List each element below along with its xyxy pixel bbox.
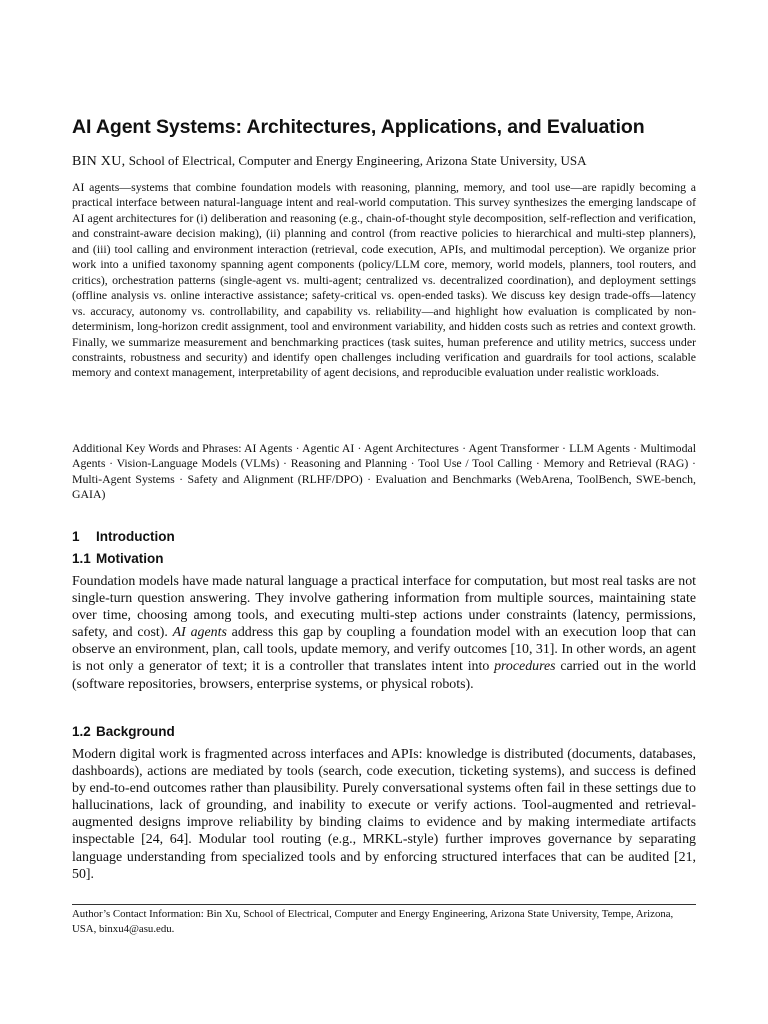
abstract: AI agents—systems that combine foundation models with reasoning, planning, memory, and tool use—are rapidly becoming a practical interface between natural-language intent and real-world computation. This survey synthesizes the emerging landscape of AI agent architectures for (i) deliberation and reasoning (e.g., chain-of-thought style decomposition, self-reflection and verification, and constraint-aware decision making), (ii) planning and control (from reactive policies to hierarchical and multi-step planners), and (iii) tool calling and environment interaction (retrieval, code execution, APIs, and multimodal perception). We organize prior work into a unified taxonomy spanning agent components (policy/LLM core, memory, world models, planners, tool routers, and critics), orchestration patterns (single-agent vs. multi-agent; centralized vs. decentralized coordination), and deployment settings (offline analysis vs. online interactive assistance; safety-critical vs. open-ended tasks). We discuss key design trade-offs—latency vs. accuracy, autonomy vs. controllability, and capability vs. reliability—and highlight how evaluation is complicated by non-determinism, long-horizon credit assignment, tool and environment variability, and hidden costs such as retries and context growth. Finally, we summarize measurement and benchmarking practices (task suites, human preference and utility metrics, success under constraints, robustness and security) and identify open challenges including verification and guardrails for tool actions, scalable memory and context management, interpretability of agent decisions, and reproducible evaluation under realistic workloads. [72, 180, 696, 380]
subsection-title: Motivation [96, 551, 164, 566]
footnote-divider [72, 904, 696, 905]
author-affiliation: School of Electrical, Computer and Energy Engineering, Arizona State University, USA [128, 153, 587, 168]
background-paragraph: Modern digital work is fragmented across interfaces and APIs: knowledge is distributed (documents, databases, dashboards), actions are mediated by tools (search, code execution, ticketing systems), and success is defined by end-to-end outcomes rather than plausibility. Purely conversational systems often fail in these settings due to hallucinations, lack of grounding, and inability to execute or verify actions. Tool-augmented and retrieval-augmented designs improve reliability by binding claims to evidence and by making intermediate artifacts inspectable [24, 64]. Modular tool routing (e.g., MRKL-style) further improves governance by separating language understanding from specialized tools and by enforcing structured interfaces that can be audited [21, 50]. [72, 747, 696, 882]
subsection-heading-motivation [72, 551, 164, 566]
author-name: BIN XU, [72, 154, 126, 169]
subsection-title: Background [96, 724, 175, 739]
section-title: Introduction [96, 529, 175, 544]
subsection-number: 1.1 [72, 551, 91, 566]
motivation-text-3: carried out in the world (software repositories, browsers, enterprise systems, or physical robots). [72, 659, 696, 692]
motivation-emphasis-1: AI agents [172, 625, 227, 641]
motivation-text-2: address this gap by coupling a foundation model with an execution loop that can observe an environment, plan, call tools, update memory, and verify outcomes [10, 31]. In other words, an agent is not only a generator of text; it is a controller that translates intent into [72, 625, 696, 675]
paper-title: AI Agent Systems: Architectures, Applications, and Evaluation [72, 116, 645, 138]
motivation-emphasis-2: procedures [494, 659, 556, 675]
subsection-number: 1.2 [72, 724, 91, 739]
subsection-heading-background [72, 724, 175, 739]
author-line [72, 153, 712, 170]
section-number: 1 [72, 529, 80, 544]
motivation-text-1: Foundation models have made natural language a practical interface for computation, but most real tasks are not single-turn question answering. They involve gathering information from multiple sources, maintaining state over time, choosing among tools, and executing multi-step actions under constraints (latency, permissions, safety, and cost). [72, 574, 696, 641]
section-heading-introduction [72, 529, 175, 544]
footnote: Author’s Contact Information: Bin Xu, School of Electrical, Computer and Energy Engineering, Arizona State University, Tempe, Arizona, USA, binxu4@asu.edu. [72, 908, 674, 935]
motivation-paragraph [72, 573, 696, 693]
keywords: Additional Key Words and Phrases: AI Agents · Agentic AI · Agent Architectures · Agent Transformer · LLM Agents · Multimodal Agents · Vision-Language Models (VLMs) · Reasoning and Planning · Tool Use / Tool Calling · Memory and Retrieval (RAG) · Multi-Agent Systems · Safety and Alignment (RLHF/DPO) · Evaluation and Benchmarks (WebArena, ToolBench, SWE-bench, GAIA) [72, 441, 696, 502]
